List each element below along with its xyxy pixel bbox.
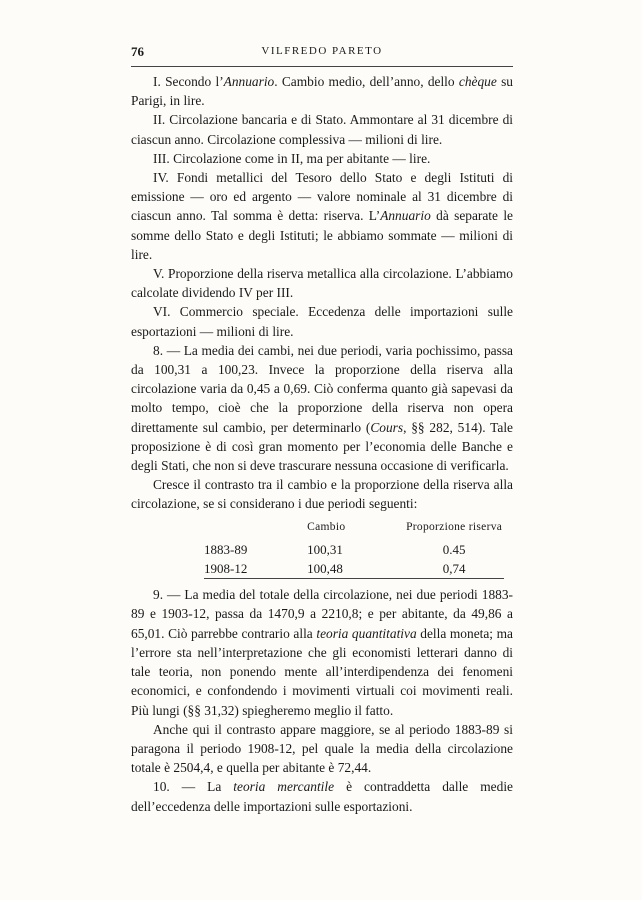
comparison-table bbox=[131, 518, 513, 580]
text-segment: 9. — La media del totale della circolazione, nei due periodi 1883-89 e 1903-12, passa da 1470,9 a 2210,8; e per abitante, da 49,86 a 65,01. Ciò parrebbe contrario alla bbox=[131, 587, 513, 641]
italic-text: Cours bbox=[370, 419, 404, 435]
paragraph-p7 bbox=[131, 341, 513, 475]
table-cell-period: 1908-12 bbox=[204, 561, 248, 577]
paragraph-p10 bbox=[131, 720, 513, 778]
text-segment: è contraddetta dalle medie dell’eccedenza delle importazioni sulle esportazioni. bbox=[131, 779, 513, 814]
text-segment: della moneta; ma l’errore sta nell’interpretazione che gli economisti letterari danno di tale teoria, non ponendo mente all’interdipendenza dei fenomeni economici, e confondendo i movimenti virtuali coi movimenti reali. Più lungi (§§ 31,32) spiegheremo meglio il fatto. bbox=[131, 625, 513, 718]
text-segment: dà separate le somme dello Stato e degli Istituti; le abbiamo sommate — milioni di lire. bbox=[131, 208, 513, 262]
table-rule bbox=[204, 578, 504, 579]
italic-text: teoria quantitativa bbox=[316, 625, 417, 641]
page-number: 76 bbox=[131, 44, 144, 59]
paragraph-p1 bbox=[131, 72, 513, 110]
text-segment: III. Circolazione come in II, ma per abitante — lire. bbox=[153, 150, 431, 166]
paragraph-p6 bbox=[131, 302, 513, 340]
table-cell-proporzione: 0,74 bbox=[442, 561, 466, 577]
table-header-period bbox=[204, 518, 307, 540]
text-segment: VI. Commercio speciale. Eccedenza delle importazioni sulle esportazioni — milioni di lire. bbox=[131, 304, 513, 339]
paragraphs-before-table bbox=[131, 72, 513, 514]
paragraphs-after-table bbox=[131, 585, 513, 815]
paragraph-p9 bbox=[131, 585, 513, 719]
paragraph-p4 bbox=[131, 168, 513, 264]
table-cell-cambio: 100,31 bbox=[307, 541, 343, 557]
paragraph-p5 bbox=[131, 264, 513, 302]
text-segment: IV. Fondi metallici del Tesoro dello Stato e degli Istituti di emissione — oro ed argento — valore nominale al 31 dicembre di ciascun anno. Tal somma è detta: riserva. L’ bbox=[131, 170, 513, 224]
italic-text: chèque bbox=[458, 74, 497, 89]
table-header-proporzione: Proporzione riserva bbox=[406, 520, 503, 533]
italic-text: teoria mercantile bbox=[233, 779, 335, 795]
table-row bbox=[204, 540, 513, 559]
italic-text: Annuario bbox=[223, 74, 275, 89]
running-title: VILFREDO PARETO bbox=[261, 45, 383, 57]
paragraph-p2 bbox=[131, 110, 513, 148]
text-segment: . Cambio medio, dell’anno, dello bbox=[274, 74, 459, 89]
table-row bbox=[204, 559, 513, 578]
table-cell-period: 1883-89 bbox=[204, 541, 248, 557]
table-header-cambio: Cambio bbox=[307, 520, 346, 533]
text-segment: V. Proporzione della riserva metallica alla circolazione. L’abbiamo calcolate dividendo IV per III. bbox=[131, 266, 513, 301]
text-segment: 8. — La media dei cambi, nei due periodi, varia pochissimo, passa da 100,31 a 100,23. Invece la proporzione della riserva alla circolazione varia da 0,45 a 0,69. Ciò conferma quanto già sapevasi da molto tempo, cioè che la proporzione della riserva non opera direttamente sul cambio, per determinarlo ( bbox=[131, 342, 513, 435]
text-segment: 10. — La bbox=[153, 779, 234, 795]
text-segment: II. Circolazione bancaria e di Stato. Ammontare al 31 dicembre di ciascun anno. Circolazione complessiva — milioni di lire. bbox=[131, 112, 513, 147]
body-text bbox=[131, 72, 513, 816]
table-cell-proporzione: 0.45 bbox=[442, 541, 466, 557]
paragraph-p3 bbox=[131, 149, 513, 168]
header-rule bbox=[131, 66, 513, 67]
text-segment: Anche qui il contrasto appare maggiore, se al periodo 1883-89 si paragona il periodo 1908-12, pel quale la media della circolazione totale è 2504,4, e quella per abitante è 72,44. bbox=[131, 721, 513, 776]
paragraph-p11 bbox=[131, 777, 513, 815]
text-segment: su Parigi, in lire. bbox=[131, 74, 513, 109]
page-header bbox=[131, 44, 513, 64]
text-segment: , §§ 282, 514). Tale proposizione è di così gran momento per l’economia delle Banche e degli Stati, che non si deve trascurare nessuna occasione di verificarla. bbox=[131, 419, 513, 474]
table-cell-cambio: 100,48 bbox=[307, 561, 343, 577]
italic-text: Annuario bbox=[380, 208, 431, 224]
text-segment: Cresce il contrasto tra il cambio e la proporzione della riserva alla circolazione, se si considerano i due periodi seguenti: bbox=[131, 477, 513, 512]
paragraph-p8 bbox=[131, 475, 513, 513]
text-segment: I. Secondo l’ bbox=[153, 74, 224, 89]
